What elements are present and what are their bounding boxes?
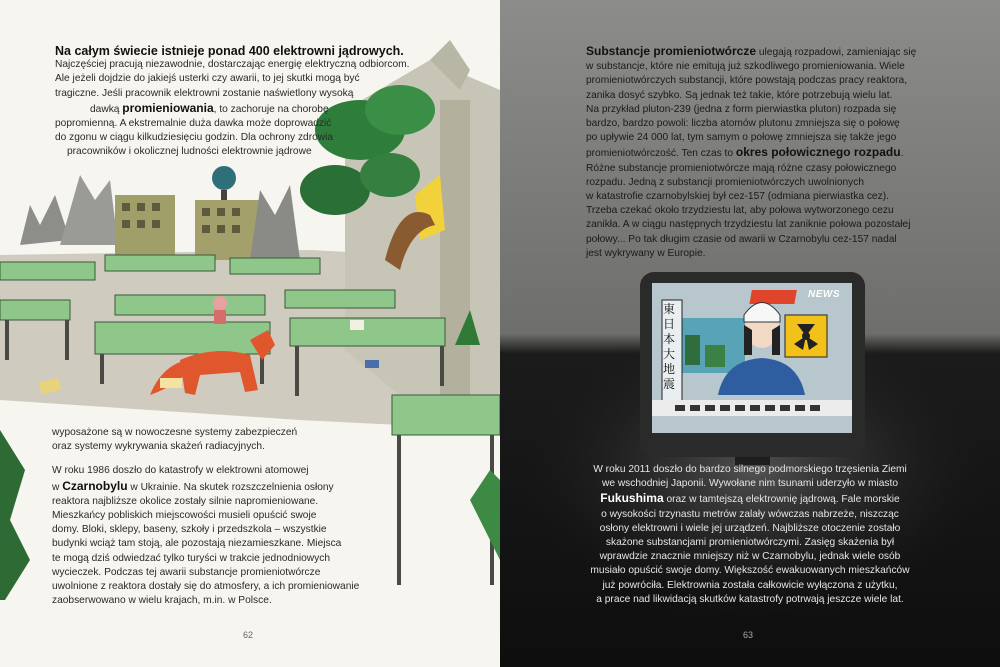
term-substancje: Substancje promieniotwórcze bbox=[586, 44, 757, 58]
lower-text-right bbox=[560, 463, 940, 607]
p1-after: ulegają rozpadowi, zamieniając się bbox=[756, 47, 917, 58]
p2r-line-9: już powróciła. Elektrownia została całkowicie wyłączona z użytku, bbox=[602, 579, 898, 591]
intro-line-6: do zgonu w ciągu kilkudziesięciu godzin. Dla ochrony zdrowia bbox=[55, 132, 334, 144]
p2-line-9: uwolnione z reaktora dostały się do atmosfery, a ich promieniowanie bbox=[52, 581, 360, 593]
upper-text bbox=[586, 44, 946, 261]
tv-caption: 東日本大地震 bbox=[663, 302, 676, 391]
p2r-line-10: a prace nad likwidacją skutków katastrofy potrwają jeszcze wiele lat. bbox=[596, 593, 904, 605]
p2-line-3: reaktora najbliższe okolice zostały silnie napromieniowane. bbox=[52, 495, 319, 507]
term-czarnobyl: Czarnobylu bbox=[62, 478, 128, 493]
p1-pre2: promieniotwórczość. Ten czas to bbox=[586, 148, 734, 160]
term-fukushima: Fukushima bbox=[600, 491, 664, 506]
cont-line-1: wyposażone są w nowoczesne systemy zabezpieczeń bbox=[52, 427, 298, 438]
p1-after2: . bbox=[900, 148, 904, 160]
p2-line-8: wycieczek. Podczas tej awarii substancje promieniotwórcze bbox=[52, 566, 321, 578]
intro-line-1: Najczęściej pracują niezawodnie, dostarczając energię elektryczną odbiorcom. bbox=[55, 59, 410, 71]
p2r-line-7: wprawdzie znacznie mniejszy niż w Czarnobylu, jednak wiele osób bbox=[599, 551, 901, 563]
p2-line-4: Mieszkańcy pobliskich miejscowości musieli opuścić swoje bbox=[52, 510, 317, 522]
intro-line-4: dawką bbox=[90, 103, 120, 115]
p1-line-13: zanikła. A w ciągu następnych trzydziestu lat zaniknie połowa pozostałej bbox=[586, 219, 911, 231]
p1-line-10: rozpadu. Jedną z substancji promieniotwórczych uwolnionych bbox=[586, 176, 865, 188]
intro-line-7: pracowników i okolicznej ludności elektrownie jądrowe bbox=[67, 146, 312, 158]
p2r-line-5: osłony elektrowni i wiele jej urządzeń. Najbliższe otoczenie zostało bbox=[599, 522, 901, 534]
intro-line-5: popromienną. A ekstremalnie duża dawka może doprowadzić bbox=[55, 118, 332, 130]
page-number-right: 63 bbox=[743, 630, 754, 640]
p2r-line-4: o wysokości trzynastu metrów zalały wówczas nabrzeże, niszcząc bbox=[601, 508, 899, 520]
p2-line-6: budynki wciąż tam stoją, ale pozostają niezamieszkane. Miejsca bbox=[52, 538, 342, 550]
p2-line-5: domy. Bloki, sklepy, baseny, szkoły i przedszkola – wszystkie bbox=[52, 524, 327, 536]
p2r-line-1: W roku 2011 doszło do bardzo silnego podmorskiego trzęsienia Ziemi bbox=[593, 464, 907, 475]
p2-line-1: W roku 1986 doszło do katastrofy w elektrowni atomowej bbox=[52, 465, 309, 477]
p2-line-10: zaobserwowano w wielu krajach, m.in. w Polsce. bbox=[52, 595, 272, 607]
p2-pre: w bbox=[52, 481, 60, 493]
p2-post: w Ukrainie. Na skutek rozszczelnienia osłony bbox=[127, 481, 334, 493]
term-promieniowanie: promieniowania bbox=[122, 100, 214, 115]
p1-line-12: Trzeba czekać około trzydziestu lat, aby połowa wytworzonego cezu bbox=[586, 205, 894, 217]
p1-line-6: bardzo, bardzo powoli: liczba atomów plutonu zmniejsza się o połowę bbox=[586, 118, 900, 130]
right-page bbox=[500, 0, 1000, 667]
p1-line-4: zanika dosyć szybko. Są jednak też takie, które potrzebują wielu lat. bbox=[586, 89, 893, 101]
cont-line-2: oraz systemy wykrywania skażeń radiacyjnych. bbox=[52, 441, 265, 453]
p1-line-14: połowy... Po tak długim czasie od awarii w Czarnobylu cez-157 nadal bbox=[586, 233, 897, 245]
lower-text bbox=[52, 426, 372, 608]
p1-line-11: w katastrofie czarnobylskiej był cez-157 (odmiana pierwiastka cez). bbox=[586, 191, 889, 203]
p1-line-9: Różne substancje promieniotwórcze mają różne czasy połowicznego bbox=[586, 162, 897, 174]
p1-line-3: promieniotwórczych substancji, które powstają podczas pracy reaktora, bbox=[586, 75, 908, 87]
p1-line-5: Na przykład pluton-239 (jedna z form pierwiastka pluton) rozpada się bbox=[586, 103, 897, 115]
intro-text bbox=[55, 44, 435, 160]
p2r-line-6: skażone substancjami promieniotwórczymi. Zasięg skażenia był bbox=[605, 537, 895, 549]
p1-line-2: w substancje, które nie emitują już szkodliwego promieniowania. Wiele bbox=[586, 61, 905, 73]
page-number-left: 62 bbox=[243, 630, 254, 640]
p1-line-7: po upływie 24 000 lat, tym samym o połowę zmniejsza się także jego bbox=[586, 132, 897, 144]
p2r-after: oraz w tamtejszą elektrownię jądrową. Fale morskie bbox=[663, 494, 900, 506]
p1-line-15: jest wykrywany w Europie. bbox=[586, 247, 706, 259]
p2-line-7: te mogą dziś odwiedzać tylko turyści w trakcie jednodniowych bbox=[52, 552, 331, 564]
intro-line-3: tragiczne. Jeśli pracownik elektrowni zostanie naświetlony wysoką bbox=[55, 87, 354, 99]
news-label: NEWS bbox=[808, 289, 840, 300]
p2r-line-2: we wschodniej Japonii. Wywołane nim tsunami uderzyło w miasto bbox=[601, 478, 899, 490]
page-title: Na całym świecie istnieje ponad 400 elektrowni jądrowych. bbox=[55, 44, 404, 58]
p2r-line-8: musiało opuścić swoje domy. Większość ewakuowanych mieszkańców bbox=[590, 565, 910, 577]
intro-line-2: Ale jeżeli dojdzie do jakiejś usterki czy awarii, to jej skutki mogą być bbox=[55, 73, 360, 85]
intro-after-term: , to zachoruje na chorobę bbox=[213, 103, 329, 115]
term-okres: okres połowicznego rozpadu bbox=[735, 145, 901, 160]
